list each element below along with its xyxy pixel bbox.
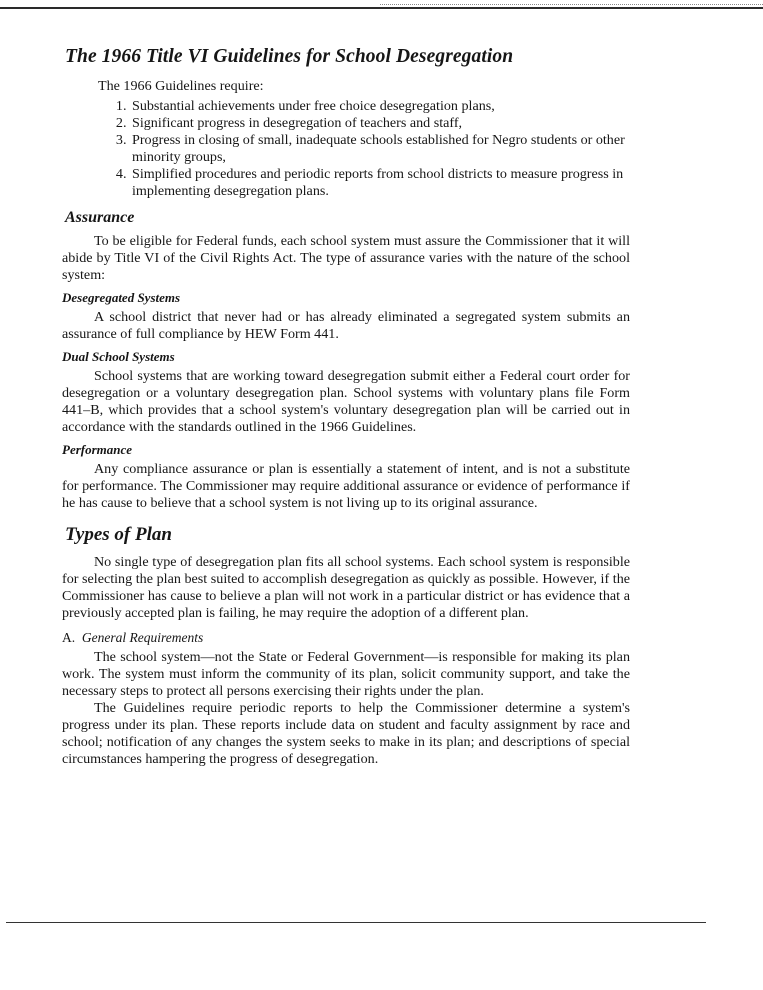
general-requirements-heading: A. General Requirements	[62, 630, 204, 645]
types-of-plan-heading: Types of Plan	[65, 524, 172, 545]
list-item: 3. Progress in closing of small, inadequate schools established for Negro students or other minority groups,	[130, 132, 630, 166]
desegregated-systems-heading: Desegregated Systems	[62, 290, 181, 305]
list-item: 2. Significant progress in desegregation of teachers and staff,	[130, 115, 630, 132]
general-requirements-label: General Requirements	[81, 630, 204, 645]
top-dotted-rule	[380, 4, 763, 5]
intro-text: The 1966 Guidelines require:	[98, 78, 264, 94]
dual-systems-heading: Dual School Systems	[62, 349, 175, 364]
dual-systems-text: School systems that are working toward desegregation submit either a Federal court order for desegregation or a voluntary desegregation plan. School systems with voluntary plans file Form 441–B, which provides that a school system's voluntary desegregation plan will be carried out in accordance with the standards outlined in the 1966 Guidelines.	[62, 368, 630, 435]
page-title: The 1966 Title VI Guidelines for School Desegregation	[65, 46, 514, 67]
general-requirements-paragraph-1: The school system—not the State or Federal Government—is responsible for making its plan work. The system must inform the community of its plan, solicit community support, and take the necessary steps to protect all persons exercising their rights under the plan.	[62, 649, 630, 699]
assurance-heading: Assurance	[65, 209, 135, 226]
types-of-plan-paragraph: No single type of desegregation plan fits all school systems. Each school system is responsible for selecting the plan best suited to accomplish desegregation as quickly as possible. However, if the Commissioner has cause to believe a plan will not work in a particular district or has evidence that a previously accepted plan is failing, he may require the adoption of a different plan.	[62, 554, 630, 621]
performance-text: Any compliance assurance or plan is essentially a statement of intent, and is not a substitute for performance. The Commissioner may require additional assurance or evidence of performance if he has cause to believe that a school system is not living up to its original assurance.	[62, 461, 630, 511]
general-requirements-paragraph-2: The Guidelines require periodic reports to help the Commissioner determine a system's progress under its plan. These reports include data on student and faculty assignment by race and school; notification of any changes the system seeks to make in its plan; and descriptions of special circumstances hampering the progress of desegregation.	[62, 700, 630, 767]
bottom-rule	[6, 922, 706, 923]
top-rule	[0, 7, 763, 9]
list-item: 4. Simplified procedures and periodic reports from school districts to measure progress in implementing desegregation plans.	[130, 166, 630, 200]
desegregated-systems-text: A school district that never had or has already eliminated a segregated system submits an assurance of full compliance by HEW Form 441.	[62, 309, 630, 342]
assurance-paragraph: To be eligible for Federal funds, each school system must assure the Commissioner that it will abide by Title VI of the Civil Rights Act. The type of assurance varies with the nature of the school system:	[62, 233, 630, 283]
list-item: 1. Substantial achievements under free choice desegregation plans,	[130, 98, 630, 115]
document-page	[62, 46, 630, 768]
requirements-list	[62, 98, 630, 200]
performance-heading: Performance	[62, 442, 133, 457]
